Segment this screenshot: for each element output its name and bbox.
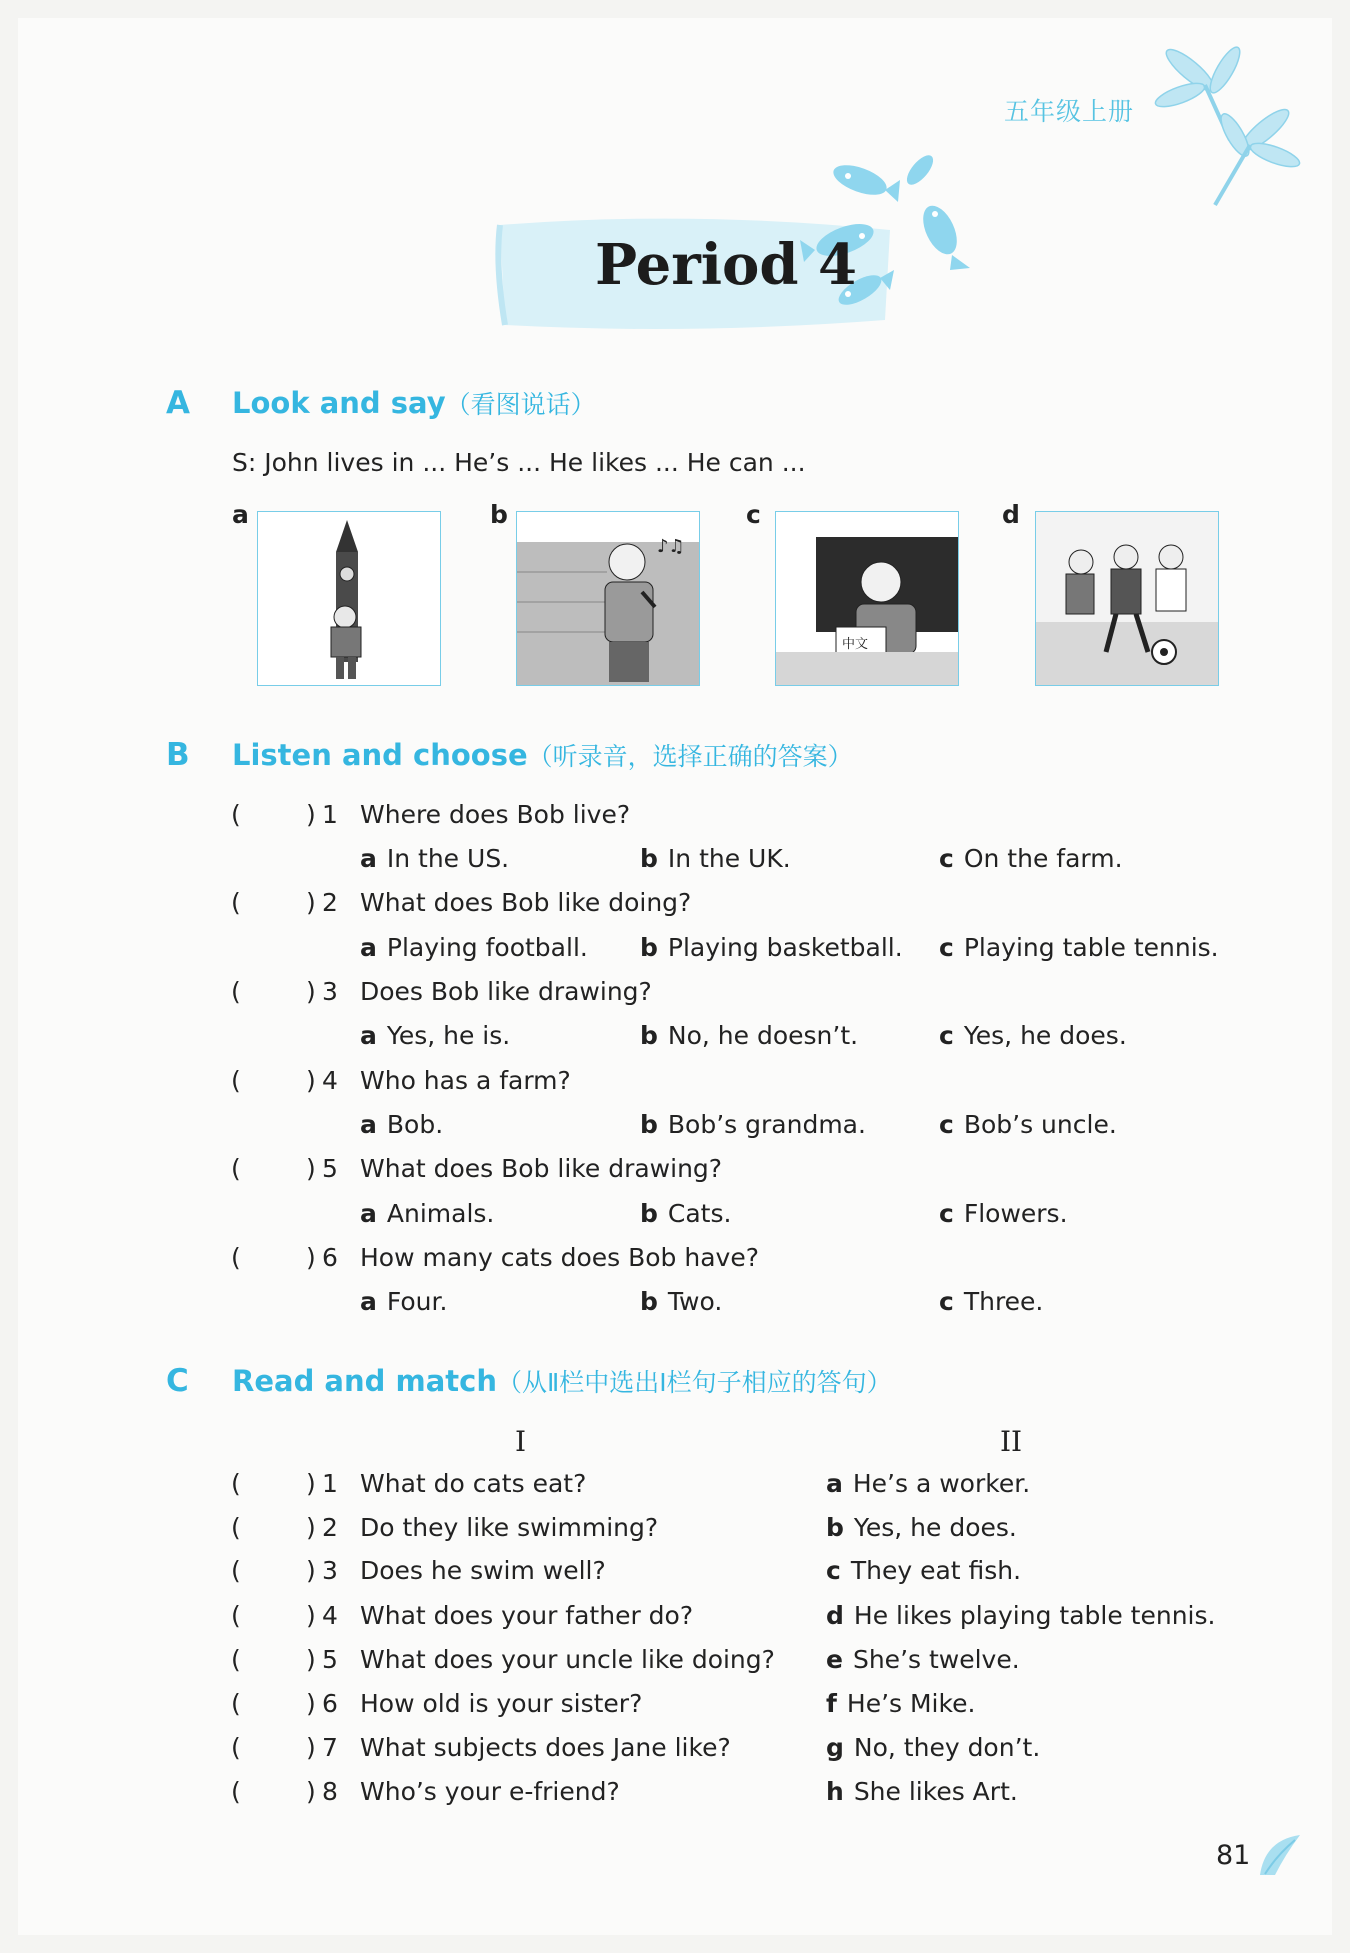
question-number: 3 — [322, 1556, 338, 1585]
answer-option: b Yes, he does. — [826, 1513, 1017, 1542]
question-number: 4 — [322, 1066, 338, 1095]
option[interactable]: b Playing basketball. — [640, 933, 903, 962]
big-ben-boy-icon — [258, 512, 440, 685]
dragonfly-icon — [1195, 100, 1305, 210]
section-c-title — [232, 1363, 892, 1399]
option[interactable]: b Cats. — [640, 1199, 732, 1228]
answer-option: f He’s Mike. — [826, 1689, 976, 1718]
question-text: How old is your sister? — [360, 1689, 643, 1718]
question-number: 5 — [322, 1154, 338, 1183]
question-number: 1 — [322, 1469, 338, 1498]
page-title: Period 4 — [595, 232, 857, 298]
question-number: 6 — [322, 1243, 338, 1272]
answer-bracket-close: ) — [306, 1154, 316, 1183]
answer-bracket-open[interactable]: ( — [231, 1556, 241, 1585]
option[interactable]: a Four. — [360, 1287, 448, 1316]
option[interactable]: c Bob’s uncle. — [939, 1110, 1117, 1139]
answer-bracket-close: ) — [306, 1556, 316, 1585]
section-a-title — [232, 385, 596, 421]
answer-bracket-open[interactable]: ( — [231, 888, 241, 917]
option[interactable]: c Flowers. — [939, 1199, 1068, 1228]
svg-text:♪♫: ♪♫ — [657, 536, 685, 557]
question-text: Who has a farm? — [360, 1066, 571, 1095]
option[interactable]: b In the UK. — [640, 844, 791, 873]
answer-bracket-open[interactable]: ( — [231, 1513, 241, 1542]
answer-option: g No, they don’t. — [826, 1733, 1041, 1762]
answer-bracket-close: ) — [306, 1469, 316, 1498]
question-number: 1 — [322, 800, 338, 829]
answer-bracket-open[interactable]: ( — [231, 1777, 241, 1806]
answer-bracket-open[interactable]: ( — [231, 800, 241, 829]
question-text: Does he swim well? — [360, 1556, 606, 1585]
answer-bracket-open[interactable]: ( — [231, 1066, 241, 1095]
section-c-title-en: Read and match — [232, 1364, 497, 1398]
section-a-title-en: Look and say — [232, 386, 446, 420]
section-a-letter: A — [166, 385, 190, 421]
option[interactable]: c Yes, he does. — [939, 1021, 1127, 1050]
picture-label-c: c — [746, 500, 761, 529]
section-b-title — [232, 737, 853, 773]
question-text: What does Bob like drawing? — [360, 1154, 723, 1183]
picture-c — [775, 511, 959, 686]
answer-bracket-open[interactable]: ( — [231, 1469, 241, 1498]
section-c-letter: C — [166, 1363, 189, 1399]
question-text: Does Bob like drawing? — [360, 977, 652, 1006]
answer-bracket-close: ) — [306, 1645, 316, 1674]
answer-bracket-open[interactable]: ( — [231, 1601, 241, 1630]
question-number: 6 — [322, 1689, 338, 1718]
section-b-title-en: Listen and choose — [232, 738, 528, 772]
option[interactable]: a Yes, he is. — [360, 1021, 511, 1050]
question-text: What does Bob like doing? — [360, 888, 692, 917]
question-number: 2 — [322, 1513, 338, 1542]
answer-bracket-open[interactable]: ( — [231, 1733, 241, 1762]
picture-b — [516, 511, 700, 686]
question-number: 4 — [322, 1601, 338, 1630]
answer-bracket-close: ) — [306, 1733, 316, 1762]
page-number: 81 — [1216, 1840, 1251, 1871]
question-text: Where does Bob live? — [360, 800, 631, 829]
answer-bracket-close: ) — [306, 1689, 316, 1718]
option[interactable]: a Bob. — [360, 1110, 444, 1139]
question-text: What does your father do? — [360, 1601, 694, 1630]
boy-singing-icon — [517, 512, 699, 685]
grade-label: 五年级上册 — [1004, 97, 1135, 126]
answer-option: h She likes Art. — [826, 1777, 1018, 1806]
answer-bracket-open[interactable]: ( — [231, 1243, 241, 1272]
question-text: What do cats eat? — [360, 1469, 587, 1498]
question-text: What does your uncle like doing? — [360, 1645, 775, 1674]
answer-bracket-close: ) — [306, 1601, 316, 1630]
option[interactable]: b Two. — [640, 1287, 723, 1316]
answer-bracket-open[interactable]: ( — [231, 1154, 241, 1183]
option[interactable]: c Playing table tennis. — [939, 933, 1219, 962]
question-number: 8 — [322, 1777, 338, 1806]
answer-bracket-close: ) — [306, 1066, 316, 1095]
section-a-prompt: S: John lives in ... He’s ... He likes ... He can ... — [232, 448, 806, 477]
question-number: 3 — [322, 977, 338, 1006]
boy-reading-chinese-icon — [776, 512, 958, 685]
section-c-title-cn: （从Ⅱ栏中选出Ⅰ栏句子相应的答句） — [496, 1368, 892, 1397]
boys-playing-football-icon — [1036, 512, 1218, 685]
answer-bracket-close: ) — [306, 1243, 316, 1272]
question-text: How many cats does Bob have? — [360, 1243, 759, 1272]
section-b-letter: B — [166, 737, 190, 773]
option[interactable]: b No, he doesn’t. — [640, 1021, 859, 1050]
answer-option: e She’s twelve. — [826, 1645, 1020, 1674]
answer-bracket-open[interactable]: ( — [231, 977, 241, 1006]
book-text: 中文 — [842, 637, 869, 652]
question-text: What subjects does Jane like? — [360, 1733, 731, 1762]
answer-bracket-open[interactable]: ( — [231, 1689, 241, 1718]
option[interactable]: a In the US. — [360, 844, 510, 873]
question-text: Who’s your e-friend? — [360, 1777, 620, 1806]
question-text: Do they like swimming? — [360, 1513, 659, 1542]
picture-a — [257, 511, 441, 686]
option[interactable]: b Bob’s grandma. — [640, 1110, 866, 1139]
leaf-icon — [1255, 1830, 1305, 1880]
question-number: 7 — [322, 1733, 338, 1762]
answer-option: d He likes playing table tennis. — [826, 1601, 1216, 1630]
picture-label-d: d — [1002, 500, 1020, 529]
answer-bracket-close: ) — [306, 1777, 316, 1806]
answer-bracket-close: ) — [306, 977, 316, 1006]
question-number: 5 — [322, 1645, 338, 1674]
answer-option: a He’s a worker. — [826, 1469, 1031, 1498]
answer-bracket-open[interactable]: ( — [231, 1645, 241, 1674]
picture-label-a: a — [232, 500, 249, 529]
picture-label-b: b — [490, 500, 508, 529]
picture-d — [1035, 511, 1219, 686]
option[interactable]: c On the farm. — [939, 844, 1123, 873]
answer-bracket-close: ) — [306, 888, 316, 917]
column-heading-one: I — [515, 1425, 527, 1458]
option[interactable]: a Playing football. — [360, 933, 588, 962]
column-heading-two: II — [1000, 1425, 1023, 1458]
answer-option: c They eat fish. — [826, 1556, 1022, 1585]
answer-bracket-close: ) — [306, 800, 316, 829]
section-b-title-cn: （听录音，选择正确的答案） — [527, 742, 853, 771]
question-number: 2 — [322, 888, 338, 917]
section-a-title-cn: （看图说话） — [445, 390, 596, 419]
answer-bracket-close: ) — [306, 1513, 316, 1542]
option[interactable]: a Animals. — [360, 1199, 495, 1228]
option[interactable]: c Three. — [939, 1287, 1044, 1316]
